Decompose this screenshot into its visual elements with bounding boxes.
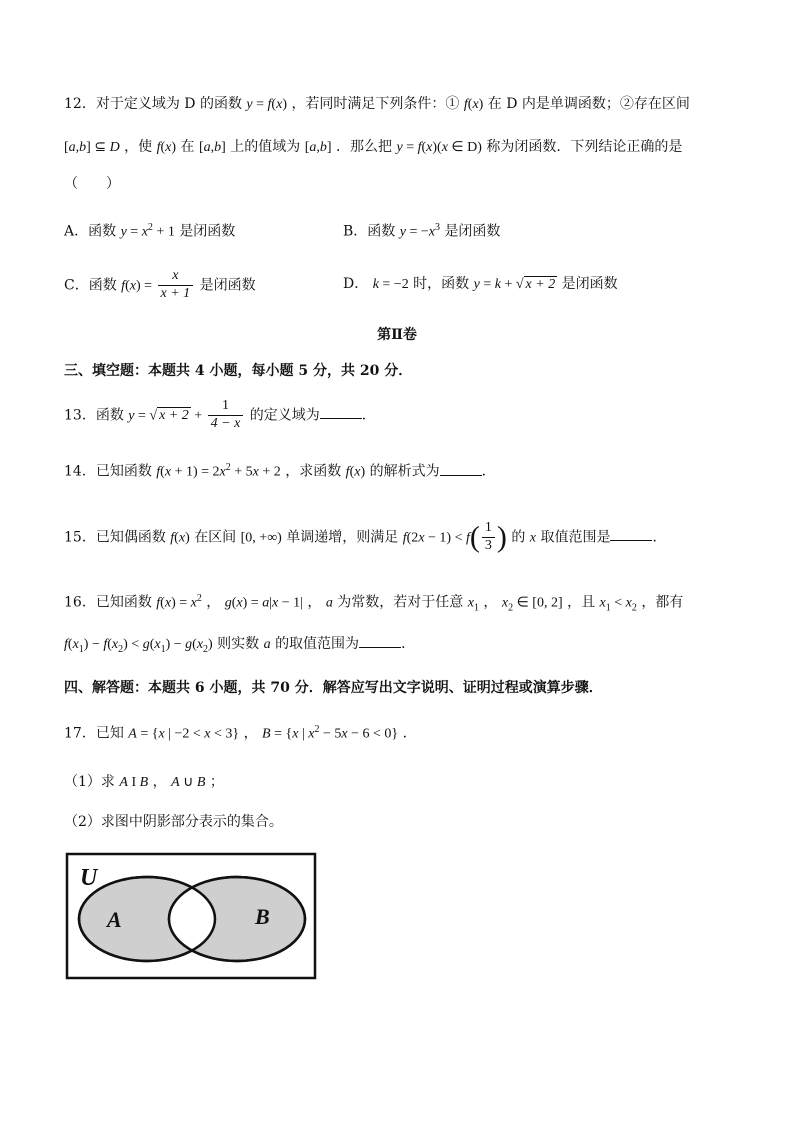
venn-label-u: U <box>80 865 98 891</box>
venn-diagram <box>64 851 320 983</box>
q12-line2: [a,b] ⊆ D ，使 f(x) 在 [a,b] 上的值域为 [a,b] ．那么把 y = f(x)(x ∈ D) 称为闭函数．下列结论正确的是 <box>64 139 683 155</box>
q17-sub2: （2）求图中阴影部分表示的集合。 <box>64 814 283 830</box>
q14: 14．已知函数 $f(x + 1) = 2x^2 + 5x + 2$ ，求函数 f(x) 的解析式为 ． <box>64 462 496 480</box>
q15: 15．已知偶函数 f(x) 在区间 [0, +∞) 单调递增，则满足 f(2x − 1) < f( $\frac{1}{3}$ ) 的 x 取值范围是 ． <box>64 520 667 554</box>
q12-line1: 12．对于定义域为 D 的函数 y = f(x) ，若同时满足下列条件：① f(x) 在 D 内是单调函数；②存在区间 <box>64 96 690 112</box>
q14-blank[interactable] <box>440 463 482 476</box>
q12-paren: （ ） <box>64 176 120 192</box>
q12-option-b: B．函数 $y = -x^3$ 是闭函数 <box>343 222 501 240</box>
part3-heading: 三、填空题：本题共 4 小题，每小题 5 分，共 20 分． <box>64 363 413 379</box>
q13-blank[interactable] <box>320 406 362 419</box>
q15-blank[interactable] <box>610 528 652 541</box>
q12-option-c: C．函数 f(x) = $\frac{x}{x + 1}$ 是闭函数 <box>64 268 256 301</box>
q13: 13．函数 y = √ x + 2 + $\frac{1}{4 - x}$ 的定义域为 ． <box>64 398 376 431</box>
section-title: 第Ⅱ卷 <box>377 327 417 343</box>
part4-heading: 四、解答题：本题共 6 小题，共 70 分．解答应写出文字说明、证明过程或演算步骤． <box>64 680 603 696</box>
q12-option-a: A．函数 $y = x^2 + 1$ 是闭函数 <box>64 222 236 240</box>
q17: 17．已知 A = {x | −2 < x < 3} ， B = {x | $x^2 - 5x - 6 < 0$} ． <box>64 724 417 742</box>
q16-blank[interactable] <box>359 635 401 648</box>
q16-line2: $f(x_1) - f(x_2) < g(x_1) - g(x_2)$ 则实数 a 的取值范围为 ． <box>64 636 416 655</box>
venn-label-a: A <box>107 907 122 932</box>
venn-label-b: B <box>255 904 270 929</box>
q12-option-d: D． k = −2 时，函数 y = k + √ x + 2 是闭函数 <box>343 276 618 292</box>
q17-sub1: （1）求 A I B ， A ∪ B ； <box>64 774 224 790</box>
q16-line1: 16．已知函数 $f(x) = x^2$ ， g(x) = a|x − 1| ， a 为常数，若对于任意 $x_1$ ， $x_2$ ∈ [0, 2] ，且 $x_1 < x_2$ ，都有 <box>64 593 684 614</box>
